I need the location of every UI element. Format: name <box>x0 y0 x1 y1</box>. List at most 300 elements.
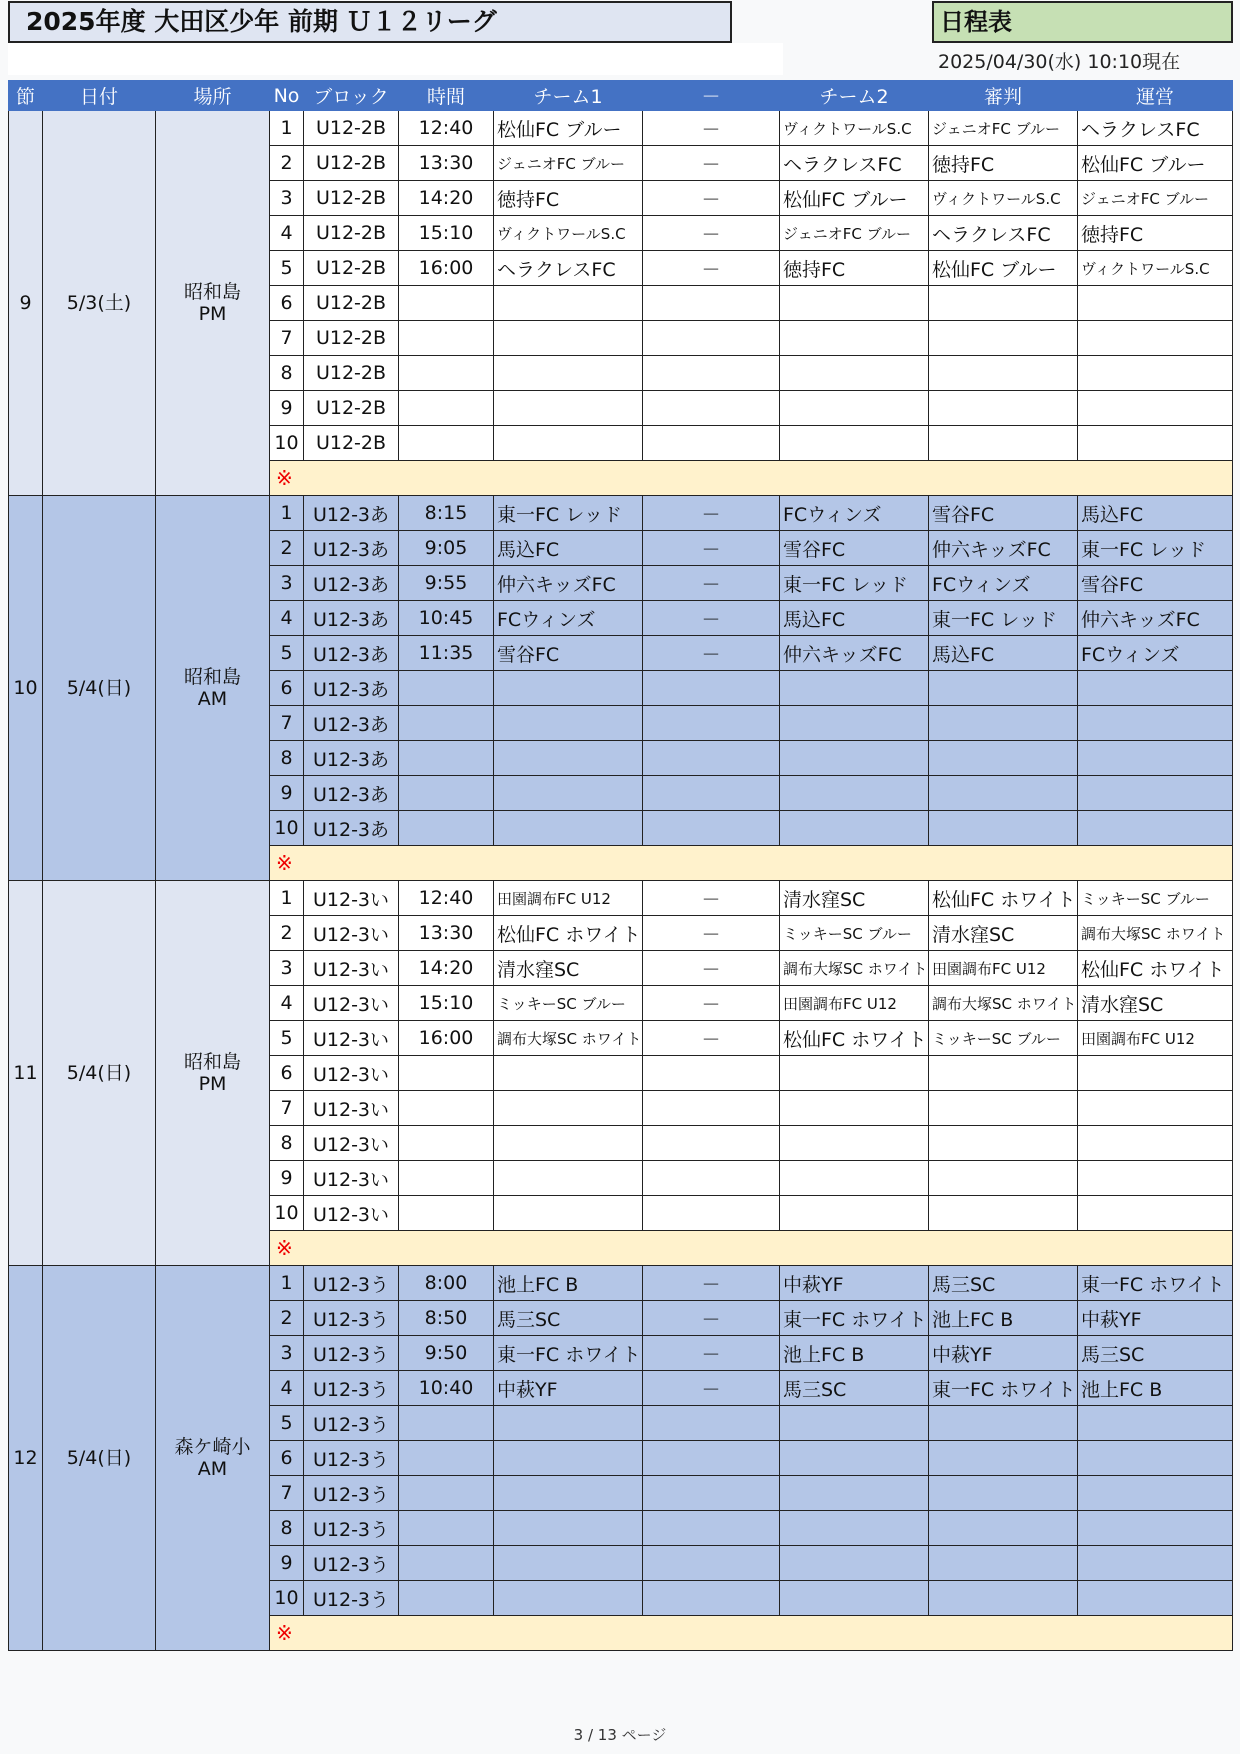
match-team2 <box>780 391 929 426</box>
match-separator <box>643 1581 780 1616</box>
match-staff <box>1078 426 1233 461</box>
match-team2 <box>780 426 929 461</box>
match-referee <box>929 671 1078 706</box>
match-block: U12-3う <box>304 1406 399 1441</box>
match-team1 <box>494 1581 643 1616</box>
match-referee <box>929 1196 1078 1231</box>
match-block: U12-3あ <box>304 741 399 776</box>
match-separator <box>643 1511 780 1546</box>
match-team2: FCウィンズ <box>780 496 929 531</box>
match-staff: 馬三SC <box>1078 1336 1233 1371</box>
match-time <box>399 1091 494 1126</box>
match-time <box>399 741 494 776</box>
match-time: 15:10 <box>399 216 494 251</box>
col-header-staff: 運営 <box>1078 81 1233 111</box>
round-date: 5/3(土) <box>43 111 156 496</box>
match-staff: 清水窪SC <box>1078 986 1233 1021</box>
match-referee: 東一FC ホワイト <box>929 1371 1078 1406</box>
round-date: 5/4(日) <box>43 1266 156 1651</box>
match-team1 <box>494 1546 643 1581</box>
match-referee: 調布大塚SC ホワイト <box>929 986 1078 1021</box>
match-team2: 松仙FC ブルー <box>780 181 929 216</box>
match-time <box>399 356 494 391</box>
match-separator: － <box>643 111 780 146</box>
match-team2 <box>780 671 929 706</box>
match-team2: ミッキーSC ブルー <box>780 916 929 951</box>
match-block: U12-2B <box>304 251 399 286</box>
match-time: 16:00 <box>399 1021 494 1056</box>
match-team1 <box>494 1056 643 1091</box>
col-header-block: ブロック <box>304 81 399 111</box>
match-staff: 中萩YF <box>1078 1301 1233 1336</box>
match-team2: ヴィクトワールS.C <box>780 111 929 146</box>
match-separator: － <box>643 566 780 601</box>
match-time <box>399 1441 494 1476</box>
match-team1: 雪谷FC <box>494 636 643 671</box>
table-row <box>9 496 1233 531</box>
match-staff: 徳持FC <box>1078 216 1233 251</box>
page-number: 3 / 13 ページ <box>573 1726 667 1744</box>
match-time: 12:40 <box>399 111 494 146</box>
match-team2 <box>780 1126 929 1161</box>
match-team2: ジェニオFC ブルー <box>780 216 929 251</box>
match-referee <box>929 776 1078 811</box>
match-separator: － <box>643 531 780 566</box>
match-staff <box>1078 1126 1233 1161</box>
match-team1 <box>494 741 643 776</box>
match-team1 <box>494 426 643 461</box>
match-referee: 雪谷FC <box>929 496 1078 531</box>
match-time <box>399 286 494 321</box>
match-separator: － <box>643 636 780 671</box>
match-team1: ヘラクレスFC <box>494 251 643 286</box>
match-no: 8 <box>270 1511 304 1546</box>
match-team1: 東一FC レッド <box>494 496 643 531</box>
venue-name: 昭和島 <box>183 666 241 688</box>
match-staff: 松仙FC ホワイト <box>1078 951 1233 986</box>
match-time: 8:50 <box>399 1301 494 1336</box>
match-block: U12-3う <box>304 1336 399 1371</box>
schedule-body <box>9 111 1233 1651</box>
match-block: U12-3い <box>304 881 399 916</box>
match-referee <box>929 356 1078 391</box>
match-separator <box>643 1161 780 1196</box>
match-separator <box>643 671 780 706</box>
match-separator <box>643 741 780 776</box>
match-staff <box>1078 1441 1233 1476</box>
match-time: 10:45 <box>399 601 494 636</box>
round-venue <box>156 496 270 881</box>
note-mark: ※ <box>270 1616 1233 1651</box>
match-block: U12-3う <box>304 1511 399 1546</box>
page-title: 2025年度 大田区少年 前期 Ｕ１２リーグ <box>8 1 732 43</box>
match-staff <box>1078 1511 1233 1546</box>
match-referee: 馬込FC <box>929 636 1078 671</box>
match-team1: ヴィクトワールS.C <box>494 216 643 251</box>
match-separator: － <box>643 986 780 1021</box>
round-venue <box>156 1266 270 1651</box>
match-team2 <box>780 811 929 846</box>
match-time <box>399 1511 494 1546</box>
match-separator: － <box>643 216 780 251</box>
match-no: 10 <box>270 1581 304 1616</box>
match-separator: － <box>643 951 780 986</box>
table-row <box>9 1266 1233 1301</box>
col-header-setsu: 節 <box>9 81 43 111</box>
match-time: 10:40 <box>399 1371 494 1406</box>
match-separator <box>643 356 780 391</box>
match-staff <box>1078 1091 1233 1126</box>
match-referee <box>929 1056 1078 1091</box>
match-block: U12-3あ <box>304 636 399 671</box>
match-team2 <box>780 1546 929 1581</box>
match-team1: 清水窪SC <box>494 951 643 986</box>
match-team1: 松仙FC ホワイト <box>494 916 643 951</box>
venue-name: 昭和島 <box>183 281 241 303</box>
match-no: 9 <box>270 1546 304 1581</box>
title-spacer <box>8 43 783 75</box>
match-separator: － <box>643 1266 780 1301</box>
match-block: U12-2B <box>304 286 399 321</box>
match-staff: ミッキーSC ブルー <box>1078 881 1233 916</box>
match-block: U12-3う <box>304 1371 399 1406</box>
match-no: 1 <box>270 111 304 146</box>
match-no: 9 <box>270 1161 304 1196</box>
match-team2 <box>780 1406 929 1441</box>
match-team2 <box>780 776 929 811</box>
match-team1: FCウィンズ <box>494 601 643 636</box>
match-separator: － <box>643 146 780 181</box>
match-referee: ヘラクレスFC <box>929 216 1078 251</box>
match-team1: 馬三SC <box>494 1301 643 1336</box>
note-mark: ※ <box>270 461 1233 496</box>
match-block: U12-3あ <box>304 706 399 741</box>
match-team1 <box>494 671 643 706</box>
match-block: U12-3あ <box>304 496 399 531</box>
match-time <box>399 1406 494 1441</box>
match-team1 <box>494 1441 643 1476</box>
table-row <box>9 111 1233 146</box>
match-referee <box>929 286 1078 321</box>
match-staff: 馬込FC <box>1078 496 1233 531</box>
match-referee: 松仙FC ホワイト <box>929 881 1078 916</box>
match-separator <box>643 706 780 741</box>
round-number: 10 <box>9 496 43 881</box>
round-number: 12 <box>9 1266 43 1651</box>
match-team1 <box>494 1511 643 1546</box>
match-block: U12-2B <box>304 356 399 391</box>
match-referee <box>929 706 1078 741</box>
match-no: 6 <box>270 671 304 706</box>
match-no: 4 <box>270 601 304 636</box>
match-time: 8:00 <box>399 1266 494 1301</box>
match-block: U12-2B <box>304 391 399 426</box>
match-staff <box>1078 776 1233 811</box>
match-team1 <box>494 1091 643 1126</box>
match-time: 12:40 <box>399 881 494 916</box>
match-no: 3 <box>270 1336 304 1371</box>
match-team1: 調布大塚SC ホワイト <box>494 1021 643 1056</box>
match-team1 <box>494 1196 643 1231</box>
match-time: 14:20 <box>399 181 494 216</box>
col-header-no: No <box>270 81 304 111</box>
col-header-sep: － <box>643 81 780 111</box>
match-no: 6 <box>270 1056 304 1091</box>
match-team2 <box>780 706 929 741</box>
match-separator <box>643 776 780 811</box>
match-team2 <box>780 1161 929 1196</box>
match-no: 2 <box>270 146 304 181</box>
match-team2 <box>780 1056 929 1091</box>
match-team1: 中萩YF <box>494 1371 643 1406</box>
match-team2 <box>780 1441 929 1476</box>
match-no: 7 <box>270 1476 304 1511</box>
match-staff <box>1078 1476 1233 1511</box>
match-block: U12-3う <box>304 1581 399 1616</box>
match-team1 <box>494 776 643 811</box>
col-header-referee: 審判 <box>929 81 1078 111</box>
match-referee <box>929 1581 1078 1616</box>
match-separator <box>643 1406 780 1441</box>
match-block: U12-3い <box>304 1091 399 1126</box>
match-separator: － <box>643 601 780 636</box>
match-team1 <box>494 1406 643 1441</box>
match-no: 3 <box>270 951 304 986</box>
match-referee <box>929 1406 1078 1441</box>
match-block: U12-3あ <box>304 566 399 601</box>
match-staff <box>1078 811 1233 846</box>
match-team2 <box>780 1476 929 1511</box>
match-block: U12-2B <box>304 426 399 461</box>
match-no: 8 <box>270 741 304 776</box>
match-team1: 馬込FC <box>494 531 643 566</box>
match-referee: 池上FC B <box>929 1301 1078 1336</box>
match-time <box>399 1196 494 1231</box>
match-no: 6 <box>270 1441 304 1476</box>
match-separator: － <box>643 881 780 916</box>
match-staff <box>1078 706 1233 741</box>
match-referee: ミッキーSC ブルー <box>929 1021 1078 1056</box>
match-team1 <box>494 1161 643 1196</box>
match-block: U12-3う <box>304 1441 399 1476</box>
match-referee <box>929 391 1078 426</box>
match-team1: 仲六キッズFC <box>494 566 643 601</box>
match-block: U12-3い <box>304 1126 399 1161</box>
match-block: U12-3い <box>304 1056 399 1091</box>
match-time <box>399 426 494 461</box>
match-separator: － <box>643 496 780 531</box>
match-team2: 松仙FC ホワイト <box>780 1021 929 1056</box>
match-no: 2 <box>270 531 304 566</box>
match-staff: 東一FC ホワイト <box>1078 1266 1233 1301</box>
venue-period: PM <box>198 303 227 325</box>
match-time: 11:35 <box>399 636 494 671</box>
match-staff <box>1078 286 1233 321</box>
match-separator: － <box>643 1336 780 1371</box>
round-number: 9 <box>9 111 43 496</box>
match-referee <box>929 1126 1078 1161</box>
match-block: U12-3い <box>304 1021 399 1056</box>
match-team1 <box>494 811 643 846</box>
match-separator <box>643 1091 780 1126</box>
match-referee <box>929 426 1078 461</box>
match-time <box>399 1126 494 1161</box>
match-staff: 田園調布FC U12 <box>1078 1021 1233 1056</box>
col-header-date: 日付 <box>43 81 156 111</box>
match-team1: ジェニオFC ブルー <box>494 146 643 181</box>
match-no: 8 <box>270 1126 304 1161</box>
match-separator <box>643 1476 780 1511</box>
match-block: U12-2B <box>304 216 399 251</box>
match-separator <box>643 1056 780 1091</box>
match-block: U12-3あ <box>304 531 399 566</box>
match-time <box>399 1581 494 1616</box>
match-staff: FCウィンズ <box>1078 636 1233 671</box>
match-referee: 中萩YF <box>929 1336 1078 1371</box>
match-team2: 東一FC レッド <box>780 566 929 601</box>
match-team2: 仲六キッズFC <box>780 636 929 671</box>
match-no: 7 <box>270 321 304 356</box>
match-time <box>399 706 494 741</box>
match-block: U12-3い <box>304 1161 399 1196</box>
match-no: 10 <box>270 426 304 461</box>
match-time <box>399 811 494 846</box>
match-team2 <box>780 321 929 356</box>
match-staff <box>1078 1406 1233 1441</box>
round-number: 11 <box>9 881 43 1266</box>
match-time <box>399 776 494 811</box>
col-header-team1: チーム1 <box>494 81 643 111</box>
match-no: 6 <box>270 286 304 321</box>
match-staff <box>1078 391 1233 426</box>
match-no: 8 <box>270 356 304 391</box>
match-no: 1 <box>270 496 304 531</box>
match-block: U12-3う <box>304 1476 399 1511</box>
match-block: U12-2B <box>304 321 399 356</box>
match-block: U12-3い <box>304 951 399 986</box>
venue-period: PM <box>198 1073 227 1095</box>
match-team1: 東一FC ホワイト <box>494 1336 643 1371</box>
match-no: 10 <box>270 811 304 846</box>
match-team1 <box>494 391 643 426</box>
match-block: U12-3あ <box>304 776 399 811</box>
match-team2 <box>780 1511 929 1546</box>
match-team2: 雪谷FC <box>780 531 929 566</box>
col-header-time: 時間 <box>399 81 494 111</box>
match-no: 1 <box>270 1266 304 1301</box>
match-time: 15:10 <box>399 986 494 1021</box>
match-staff: 松仙FC ブルー <box>1078 146 1233 181</box>
match-staff <box>1078 321 1233 356</box>
match-separator: － <box>643 1371 780 1406</box>
match-block: U12-2B <box>304 111 399 146</box>
match-team1: 松仙FC ブルー <box>494 111 643 146</box>
round-venue <box>156 111 270 496</box>
match-team2: 調布大塚SC ホワイト <box>780 951 929 986</box>
table-row <box>9 881 1233 916</box>
match-referee <box>929 1091 1078 1126</box>
match-separator <box>643 426 780 461</box>
match-staff: 調布大塚SC ホワイト <box>1078 916 1233 951</box>
match-time: 9:50 <box>399 1336 494 1371</box>
match-referee <box>929 1161 1078 1196</box>
match-block: U12-3う <box>304 1301 399 1336</box>
match-referee <box>929 1441 1078 1476</box>
round-venue <box>156 881 270 1266</box>
match-team1: 田園調布FC U12 <box>494 881 643 916</box>
note-mark: ※ <box>270 1231 1233 1266</box>
match-block: U12-3う <box>304 1266 399 1301</box>
document-kind-label: 日程表 <box>932 1 1233 43</box>
match-referee: FCウィンズ <box>929 566 1078 601</box>
match-team2: 清水窪SC <box>780 881 929 916</box>
match-no: 5 <box>270 1406 304 1441</box>
match-team2: 池上FC B <box>780 1336 929 1371</box>
match-referee: ヴィクトワールS.C <box>929 181 1078 216</box>
match-team2: 馬三SC <box>780 1371 929 1406</box>
match-separator <box>643 1546 780 1581</box>
match-staff <box>1078 1546 1233 1581</box>
match-team1 <box>494 1126 643 1161</box>
match-referee: ジェニオFC ブルー <box>929 111 1078 146</box>
table-header-row <box>9 81 1233 111</box>
match-block: U12-3あ <box>304 601 399 636</box>
note-mark: ※ <box>270 846 1233 881</box>
match-referee: 松仙FC ブルー <box>929 251 1078 286</box>
match-separator <box>643 1441 780 1476</box>
col-header-team2: チーム2 <box>780 81 929 111</box>
match-staff <box>1078 671 1233 706</box>
match-no: 7 <box>270 1091 304 1126</box>
match-referee: 清水窪SC <box>929 916 1078 951</box>
match-no: 3 <box>270 566 304 601</box>
match-team2: 中萩YF <box>780 1266 929 1301</box>
match-separator: － <box>643 916 780 951</box>
updated-timestamp: 2025/04/30(水) 10:10現在 <box>938 51 1181 73</box>
match-block: U12-2B <box>304 181 399 216</box>
match-team1: ミッキーSC ブルー <box>494 986 643 1021</box>
match-staff: 東一FC レッド <box>1078 531 1233 566</box>
match-staff: 仲六キッズFC <box>1078 601 1233 636</box>
match-block: U12-2B <box>304 146 399 181</box>
venue-name: 森ケ崎小 <box>174 1436 251 1458</box>
match-time: 14:20 <box>399 951 494 986</box>
match-team2 <box>780 1091 929 1126</box>
match-block: U12-3い <box>304 916 399 951</box>
match-block: U12-3あ <box>304 811 399 846</box>
match-separator <box>643 391 780 426</box>
match-separator <box>643 286 780 321</box>
match-separator: － <box>643 251 780 286</box>
match-team2: ヘラクレスFC <box>780 146 929 181</box>
match-team2 <box>780 741 929 776</box>
match-time: 13:30 <box>399 916 494 951</box>
match-team2: 馬込FC <box>780 601 929 636</box>
match-time: 16:00 <box>399 251 494 286</box>
round-date: 5/4(日) <box>43 881 156 1266</box>
venue-name: 昭和島 <box>183 1051 241 1073</box>
venue-period: AM <box>197 688 228 710</box>
match-no: 7 <box>270 706 304 741</box>
match-team2 <box>780 286 929 321</box>
match-team1: 徳持FC <box>494 181 643 216</box>
match-no: 4 <box>270 1371 304 1406</box>
match-no: 10 <box>270 1196 304 1231</box>
match-no: 2 <box>270 1301 304 1336</box>
match-team2 <box>780 1581 929 1616</box>
match-staff <box>1078 1196 1233 1231</box>
match-team1: 池上FC B <box>494 1266 643 1301</box>
